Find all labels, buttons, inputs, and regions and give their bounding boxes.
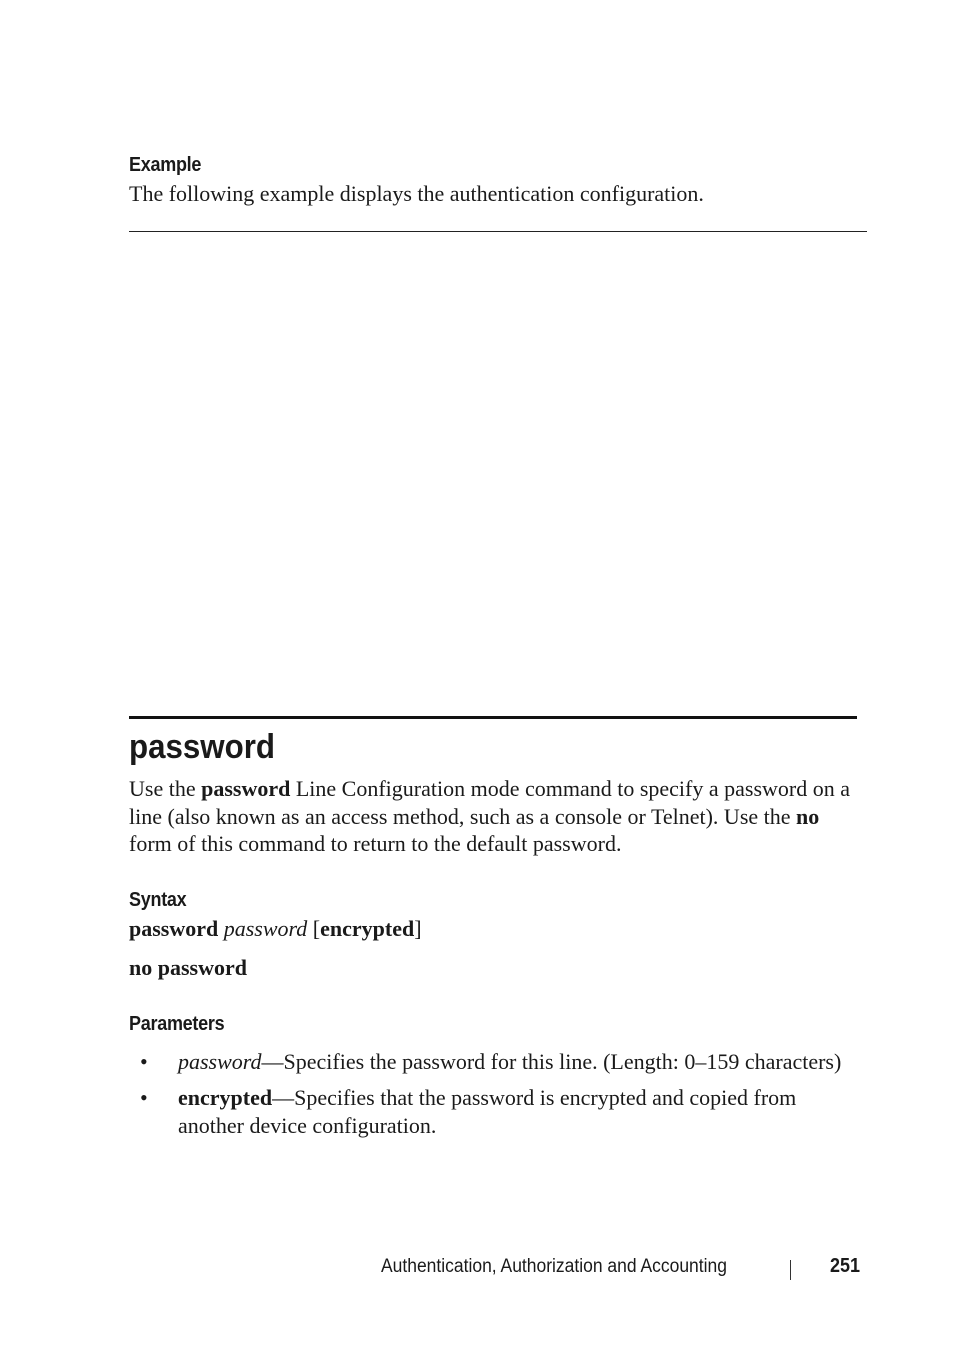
syntax-line-no-password: no password bbox=[129, 955, 247, 980]
example-description: The following example displays the authentication configuration. bbox=[129, 181, 704, 206]
bullet-icon: • bbox=[140, 1085, 148, 1110]
command-title: password bbox=[129, 728, 276, 766]
footer-section-title: Authentication, Authorization and Accounting bbox=[381, 1256, 727, 1277]
parameters-heading: Parameters bbox=[129, 1013, 225, 1035]
intro-keyword-password: password bbox=[201, 776, 291, 801]
syntax-heading: Syntax bbox=[129, 889, 187, 911]
divider-thick bbox=[129, 716, 857, 719]
command-intro: Use the password Line Configuration mode command to specify a password on a line (also known as an access method, such as a console or Telnet). Use the no form of this command to return to the default password. bbox=[129, 776, 850, 856]
divider-thin bbox=[129, 231, 867, 232]
syntax-line-password: password password [encrypted] bbox=[129, 916, 422, 941]
bullet-icon: • bbox=[140, 1049, 148, 1074]
example-heading: Example bbox=[129, 154, 202, 176]
page-number: 251 bbox=[830, 1255, 861, 1277]
footer-separator bbox=[790, 1260, 791, 1280]
intro-keyword-no: no bbox=[796, 803, 820, 829]
